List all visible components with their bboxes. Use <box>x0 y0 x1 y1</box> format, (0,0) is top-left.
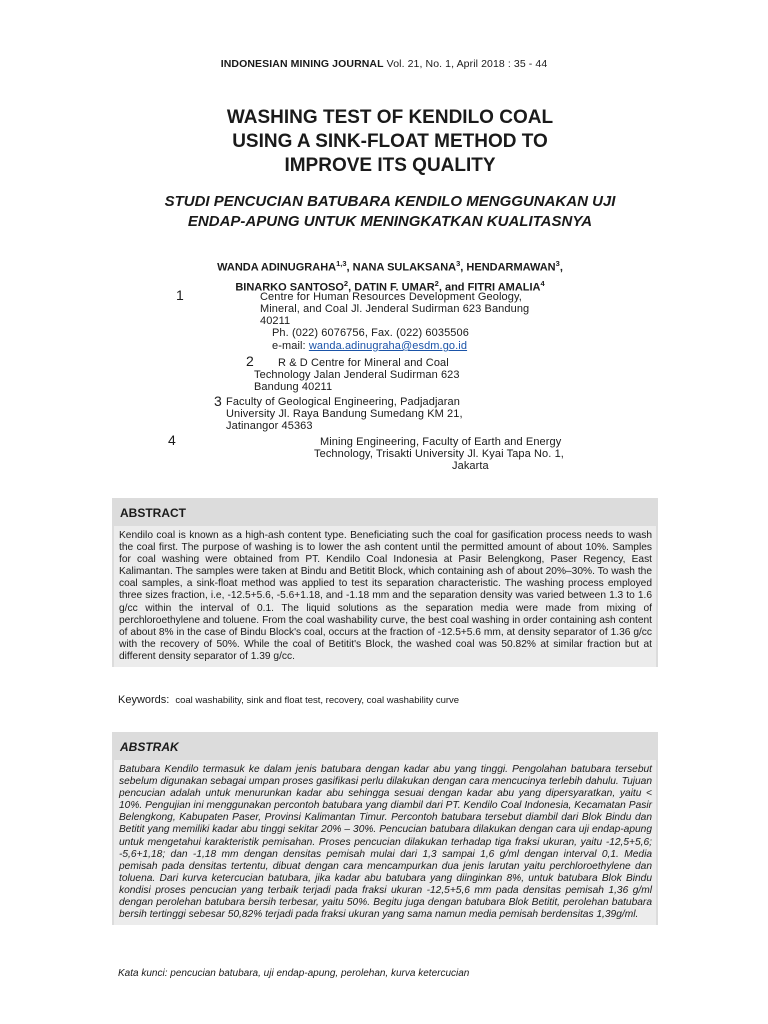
affiliation-3-line-2: University Jl. Raya Bandung Sumedang KM 21, <box>226 408 463 420</box>
author-line-1 <box>150 256 630 276</box>
author-name: , NANA SULAKSANA <box>346 261 457 274</box>
author-name: BINARKO SANTOSO <box>235 281 344 294</box>
subtitle-line-2: ENDAP-APUNG UNTUK MENINGKATKAN KUALITASNYA <box>187 213 593 230</box>
email-link[interactable]: wanda.adinugraha@esdm.go.id <box>308 340 468 352</box>
affiliation-4-line-2: Technology, Trisakti University Jl. Kyai Tapa No. 1, <box>314 448 564 460</box>
affiliation-2-line-1: R & D Centre for Mineral and Coal <box>278 357 449 369</box>
kata-kunci-label: Kata kunci: <box>118 968 168 979</box>
affiliation-3-line-1: Faculty of Geological Engineering, Padjadjaran <box>226 396 460 408</box>
affiliation-4-number: 4 <box>168 432 176 448</box>
journal-name: INDONESIAN MINING JOURNAL <box>220 58 384 70</box>
kata-kunci-row <box>118 968 469 979</box>
affiliation-2-number: 2 <box>246 353 254 369</box>
abstract-heading: ABSTRACT <box>120 506 186 520</box>
affiliation-1-phone: Ph. (022) 6076756, Fax. (022) 6035506 <box>272 327 469 339</box>
affiliation-2-line-3: Bandung 40211 <box>254 381 333 393</box>
paper-subtitle <box>90 192 690 232</box>
paper-title <box>150 106 630 178</box>
author-name: , HENDARMAWAN <box>460 261 556 274</box>
abstrak-text: Batubara Kendilo termasuk ke dalam jenis batubara dengan kadar abu yang tinggi. Pengolahan batubara tersebut sebelum digunakan sebagai umpan proses gasifikasi perlu dilakukan dengan cara mencucinya terlebih dahulu. Tujuan pencucian adalah untuk menurunkan kadar abu sehingga sesuai dengan kadar abu yang dipersyaratkan, yaitu < 10%. Pengujian ini menggunakan percontoh batubara yang diambil dari PT. Kendilo Coal Indonesia, Kecamatan Pasir Belengkong, Kabupaten Paser, Provinsi Kalimantan Timur. Percontoh batubara tersebut diambil dari Blok Bindu dan Betitit yang memiliki kadar abu tinggi sekitar 20% – 30%. Pencucian batubara dilakukan dengan cara uji endap-apung untuk mengetahui karakteristik pemisahan. Proses pencucian dilakukan terhadap tiga fraksi ukuran, yaitu -12,5+5,6; -5,6+1,18; dan -1,18 mm dengan densitas pemisah mulai dari 1,3 sampai 1,6 g/ml dengan interval 0,1. Media pemisah pada densitas tertentu, dibuat dengan cara mencampurkan dua jenis larutan yaitu perchloroethylene dan toluena. Dari kurva ketercucian batubara, jika kadar abu batubara yang diinginkan 8%, untuk batubara Blok Bindu kondisi proses pencucian yang terbaik terjadi pada fraksi ukuran -12,5+5,6 mm pada densitas pemisah 1,36 g/ml dengan perolehan batubara bersih terbesar, yaitu 50%. Begitu juga dengan batubara Blok Betitit, perolehan batubara bersih tertinggi sebesar 50,82% terjadi pada fraksi ukuran yang sama namun media pemisah berdensitas 1,39g/ml. <box>114 760 656 925</box>
author-sup: 2 <box>434 278 439 288</box>
author-name: , and FITRI AMALIA <box>438 281 541 294</box>
abstrak-heading: ABSTRAK <box>120 740 179 754</box>
abstract-text: Kendilo coal is known as a high-ash content type. Beneficiating such the coal for gasification process needs to wash the coal first. The purpose of washing is to lower the ash content until the permitted amount of about 10%. Samples for coal washing were obtained from PT. Kendilo Coal Indonesia at Pasir Belengkong, Paser Regency, East Kalimantan. The samples were taken at Bindu and Betitit Block, which containing ash of about 20%–30%. To wash the coal samples, a sink-float method was applied to test its separation characteristic. The washing process employed three sizes fraction, i.e, -12.5+5.6, -5.6+1.18, and -1.18 mm and the separation density was varied between 1.3 to 1.6 g/cc within the interval of 0.1. The liquid solutions as the separation media were made from mixing of perchloroethylene and toluene. From the coal washability curve, the best coal washing in order containing ash content of about 8% in the case of Bindu Block's coal, occurs at the fraction of -12.5+5.6 mm, at density separator of 1.36 g/cc with the recovery of 50%. While the coal of Betitit's Block, the washed coal was 50.82% at similar fraction but at different density separator of 1.39 g/cc. <box>114 526 656 667</box>
affiliation-1-line-2: Mineral, and Coal Jl. Jenderal Sudirman 623 Bandung <box>260 303 530 315</box>
abstract-box <box>112 498 658 667</box>
affiliation-4-line-3: Jakarta <box>452 460 489 472</box>
author-sup: 3 <box>555 259 560 268</box>
journal-header <box>0 58 768 70</box>
affiliation-3-line-3: Jatinangor 45363 <box>226 420 313 432</box>
affiliation-1-line-3: 40211 <box>260 315 291 327</box>
subtitle-line-1: STUDI PENCUCIAN BATUBARA KENDILO MENGGUNAKAN UJI <box>164 193 616 210</box>
author-sup: 3 <box>456 259 461 268</box>
journal-issue: Vol. 21, No. 1, April 2018 : 35 - 44 <box>386 58 548 70</box>
title-line-1: WASHING TEST OF KENDILO COAL <box>226 107 554 128</box>
author-sup: 2 <box>343 278 349 288</box>
keywords-row <box>118 694 459 706</box>
keywords-label: Keywords: <box>118 694 170 706</box>
author-separator: , <box>559 261 563 274</box>
affiliation-1-number: 1 <box>176 287 184 303</box>
affiliation-1-email-row <box>272 340 467 353</box>
affiliation-4-line-1: Mining Engineering, Faculty of Earth and Energy <box>320 436 562 448</box>
affiliation-2-line-2: Technology Jalan Jenderal Sudirman 623 <box>254 369 460 381</box>
title-line-2: USING A SINK-FLOAT METHOD TO <box>232 131 548 152</box>
abstrak-box <box>112 732 658 925</box>
title-line-3: IMPROVE ITS QUALITY <box>284 155 496 176</box>
author-name: WANDA ADINUGRAHA <box>217 261 337 274</box>
keywords-text: coal washability, sink and float test, recovery, coal washability curve <box>175 695 460 706</box>
author-sup: 1,3 <box>336 259 347 268</box>
affiliation-3-number: 3 <box>214 393 222 409</box>
kata-kunci-text: pencucian batubara, uji endap-apung, perolehan, kurva ketercucian <box>170 968 470 979</box>
author-list <box>150 256 630 295</box>
email-label: e-mail: <box>272 340 309 352</box>
affiliation-1-line-1: Centre for Human Resources Development Geology, <box>260 291 522 303</box>
author-name: , DATIN F. UMAR <box>348 281 435 294</box>
author-sup: 4 <box>540 278 545 288</box>
